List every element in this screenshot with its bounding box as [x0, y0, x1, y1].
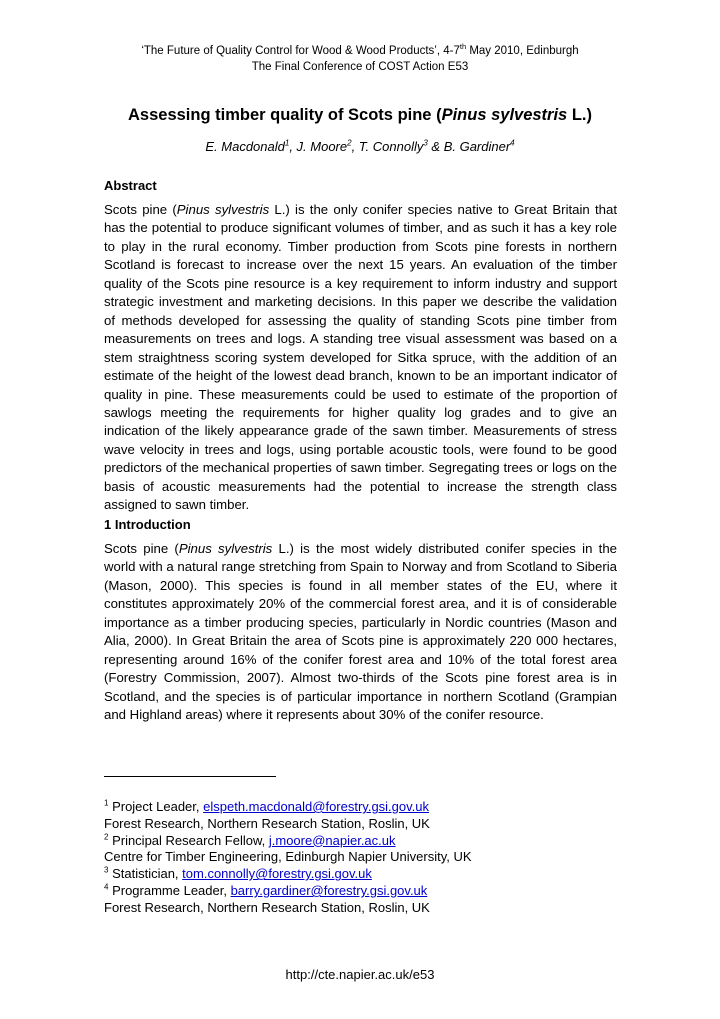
- author-1: E. Macdonald: [205, 139, 285, 154]
- email-link-moore[interactable]: j.moore@napier.ac.uk: [268, 832, 396, 848]
- abstract-body: Scots pine (Pinus sylvestris L.) is the only conifer species native to Great Britain that has the potential to produce significant volumes of timber, and as such it has a key role to play in the rural economy. Timber production from Scots pine forests in northern Scotland is forecast to increase over the next 15 years. An evaluation of the timber quality of the Scots pine resource is a key requirement to inform industry and support strategic investment and marketing decisions. In this paper we describe the validation of methods developed for assessing the quality of standing Scots pine timber from measurements on trees and logs. A standing tree visual assessment was based on a stem straightness scoring system developed for Sitka spruce, with the addition of an estimate of the height of the lowest dead branch, known to be an important indicator of quality in pine. These measurements could be used to estimate of the proportion of sawlogs meeting the requirements for higher quality log grades and to give an indication of the likely appearance grade of the sawn timber. Measurements of stress wave velocity in trees and logs, using portable acoustic tools, were found to be good predictors of the mechanical properties of sawn timber. Segregating trees or logs on the basis of acoustic measurements had the potential to increase the strength class assigned to sawn timber.: [104, 202, 617, 513]
- footnote-2: $^2$ Principal Research Fellow, j.moore@napier.ac.uk: [104, 832, 396, 848]
- email-link-gardiner[interactable]: barry.gardiner@forestry.gsi.gov.uk: [230, 882, 428, 898]
- abstract-heading: Abstract: [104, 178, 157, 193]
- introduction-heading: 1 Introduction: [104, 517, 191, 532]
- footnote-1: $^1$ Project Leader, elspeth.macdonald@forestry.gsi.gov.uk: [104, 798, 430, 814]
- conference-header-line-1: ‘The Future of Quality Control for Wood & Wood Products’, 4-7th May 2010, Edinburgh: [141, 42, 579, 57]
- footnote-3: $^3$ Statistician, tom.connolly@forestry.gsi.gov.uk: [104, 865, 372, 882]
- introduction-body: Scots pine (Pinus sylvestris L.) is the most widely distributed conifer species in the world with a natural range stretching from Spain to Norway and from Scotland to Siberia (Mason, 2000). This species is found in all member states of the EU, where it constitutes approximately 20% of the commercial forest area, and it is of considerable importance as a timber producing species, particularly in Nordic countries (Mason and Alia, 2000). In Great Britain the area of Scots pine is approximately 220 000 hectares, representing around 16% of the conifer forest area and 10% of the total forest area (Forestry Commission, 2007). Almost two-thirds of the Scots pine forest area is in Scotland, and the species is of particular importance in northern Scotland (Grampian and Highland areas) where it represents about 30% of the conifer resource.: [104, 541, 617, 723]
- page-footer-url[interactable]: http://cte.napier.ac.uk/e53: [285, 967, 435, 982]
- email-link-macdonald[interactable]: elspeth.macdonald@forestry.gsi.gov.uk: [203, 799, 430, 814]
- paper-title: Assessing timber quality of Scots pine (Pinus sylvestris L.): [128, 106, 592, 124]
- conference-header: [0, 43, 720, 75]
- author-3: , T. Connolly: [351, 139, 424, 154]
- email-link-connolly[interactable]: tom.connolly@forestry.gsi.gov.uk: [182, 866, 372, 882]
- author-list: E. Macdonald$^1$, J. Moore$^2$, T. Connolly$^3$ & B. Gardiner$^4$: [205, 138, 515, 154]
- footnote-2-affiliation: Centre for Timber Engineering, Edinburgh Napier University, UK: [104, 849, 472, 865]
- author-2: , J. Moore: [289, 139, 348, 154]
- species-name: Pinus sylvestris: [441, 106, 568, 124]
- conference-header-line-2: The Final Conference of COST Action E53: [251, 61, 469, 73]
- footnote-4: $^4$ Programme Leader, barry.gardiner@forestry.gsi.gov.uk: [104, 882, 428, 898]
- footnote-1-affiliation: Forest Research, Northern Research Station, Roslin, UK: [104, 815, 430, 831]
- author-4: & B. Gardiner: [427, 139, 511, 154]
- footnote-4-affiliation: Forest Research, Northern Research Station, Roslin, UK: [104, 899, 430, 915]
- footnotes: [104, 799, 617, 917]
- footnote-divider: [104, 776, 276, 777]
